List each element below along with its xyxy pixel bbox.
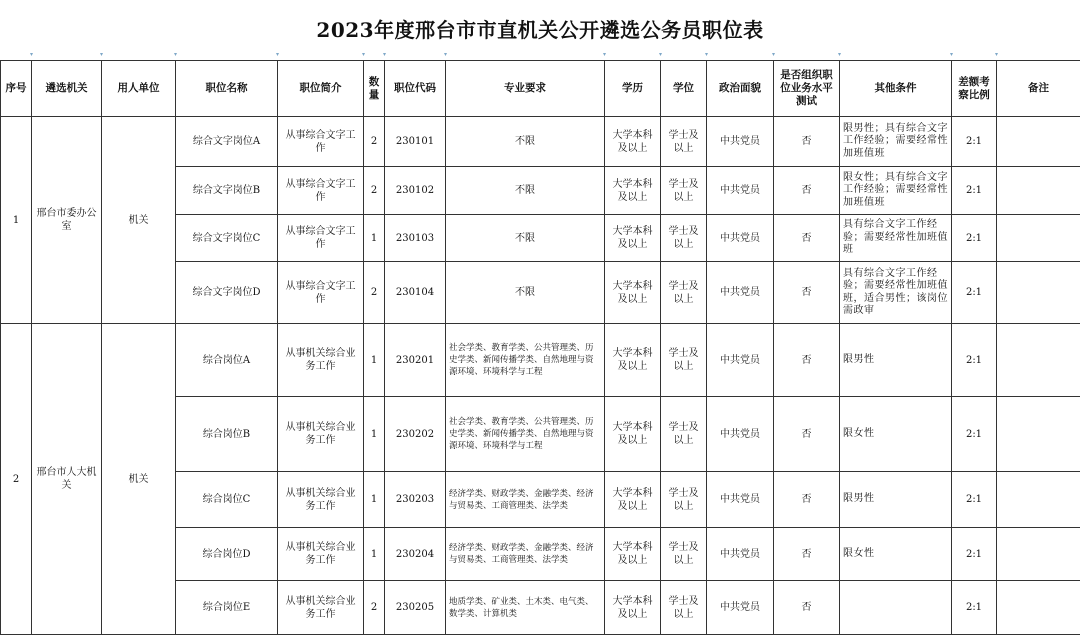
unit-cell: 机关 <box>102 324 176 635</box>
count-cell: 2 <box>364 262 385 324</box>
remark-cell <box>997 397 1080 472</box>
education-cell: 大学本科及以上 <box>605 472 661 528</box>
code-cell: 230202 <box>385 397 446 472</box>
ratio-cell: 2:1 <box>952 472 997 528</box>
political-cell: 中共党员 <box>707 581 774 635</box>
header-cell: 用人单位 <box>102 61 176 117</box>
count-cell: 2 <box>364 581 385 635</box>
test-cell: 否 <box>774 167 840 215</box>
remark-cell <box>997 167 1080 215</box>
table-row <box>1 117 1080 167</box>
header-cell: 职位名称 <box>176 61 278 117</box>
header-cell: 职位代码 <box>385 61 446 117</box>
position-intro-cell: 从事综合文字工作 <box>278 262 364 324</box>
test-cell: 否 <box>774 324 840 397</box>
political-cell: 中共党员 <box>707 528 774 581</box>
unit-cell: 机关 <box>102 117 176 324</box>
major-cell: 经济学类、财政学类、金融学类、经济与贸易类、工商管理类、法学类 <box>446 472 605 528</box>
major-cell: 社会学类、教育学类、公共管理类、历史学类、新闻传播学类、自然地理与资源环境、环境科学与工程 <box>446 324 605 397</box>
degree-cell: 学士及以上 <box>661 472 707 528</box>
count-cell: 1 <box>364 472 385 528</box>
test-cell: 否 <box>774 117 840 167</box>
degree-cell: 学士及以上 <box>661 397 707 472</box>
condition-cell: 限女性 <box>840 528 952 581</box>
page-title: 2023年度邢台市市直机关公开遴选公务员职位表 <box>316 18 764 42</box>
remark-cell <box>997 262 1080 324</box>
code-cell: 230201 <box>385 324 446 397</box>
ratio-cell: 2:1 <box>952 262 997 324</box>
major-cell: 不限 <box>446 117 605 167</box>
position-name-cell: 综合文字岗位C <box>176 215 278 262</box>
count-cell: 1 <box>364 215 385 262</box>
code-cell: 230205 <box>385 581 446 635</box>
degree-cell: 学士及以上 <box>661 215 707 262</box>
degree-cell: 学士及以上 <box>661 117 707 167</box>
political-cell: 中共党员 <box>707 262 774 324</box>
education-cell: 大学本科及以上 <box>605 581 661 635</box>
position-name-cell: 综合岗位C <box>176 472 278 528</box>
header-cell: 差额考察比例 <box>952 61 997 117</box>
count-cell: 1 <box>364 324 385 397</box>
political-cell: 中共党员 <box>707 215 774 262</box>
major-cell: 不限 <box>446 215 605 262</box>
position-intro-cell: 从事机关综合业务工作 <box>278 324 364 397</box>
code-cell: 230104 <box>385 262 446 324</box>
ratio-cell: 2:1 <box>952 397 997 472</box>
count-cell: 2 <box>364 117 385 167</box>
test-cell: 否 <box>774 581 840 635</box>
education-cell: 大学本科及以上 <box>605 262 661 324</box>
education-cell: 大学本科及以上 <box>605 215 661 262</box>
test-cell: 否 <box>774 397 840 472</box>
major-cell: 不限 <box>446 262 605 324</box>
remark-cell <box>997 117 1080 167</box>
ratio-cell: 2:1 <box>952 117 997 167</box>
position-intro-cell: 从事机关综合业务工作 <box>278 472 364 528</box>
ratio-cell: 2:1 <box>952 528 997 581</box>
agency-cell: 邢台市人大机关 <box>32 324 102 635</box>
count-cell: 1 <box>364 528 385 581</box>
code-cell: 230203 <box>385 472 446 528</box>
degree-cell: 学士及以上 <box>661 262 707 324</box>
seq-cell: 1 <box>1 117 32 324</box>
condition-cell: 具有综合文字工作经验；需要经常性加班值班，适合男性；该岗位需政审 <box>840 262 952 324</box>
education-cell: 大学本科及以上 <box>605 397 661 472</box>
header-cell: 数量 <box>364 61 385 117</box>
agency-cell: 邢台市委办公室 <box>32 117 102 324</box>
position-table <box>0 60 1080 635</box>
remark-cell <box>997 528 1080 581</box>
political-cell: 中共党员 <box>707 167 774 215</box>
header-cell: 遴选机关 <box>32 61 102 117</box>
header-row <box>1 61 1080 117</box>
header-cell: 备注 <box>997 61 1080 117</box>
position-intro-cell: 从事综合文字工作 <box>278 167 364 215</box>
ratio-cell: 2:1 <box>952 324 997 397</box>
education-cell: 大学本科及以上 <box>605 117 661 167</box>
ratio-cell: 2:1 <box>952 167 997 215</box>
education-cell: 大学本科及以上 <box>605 167 661 215</box>
condition-cell <box>840 581 952 635</box>
header-cell: 政治面貌 <box>707 61 774 117</box>
major-cell: 地质学类、矿业类、土木类、电气类、数学类、计算机类 <box>446 581 605 635</box>
header-cell: 学位 <box>661 61 707 117</box>
header-cell: 职位简介 <box>278 61 364 117</box>
condition-cell: 限男性 <box>840 324 952 397</box>
remark-cell <box>997 215 1080 262</box>
degree-cell: 学士及以上 <box>661 167 707 215</box>
major-cell: 社会学类、教育学类、公共管理类、历史学类、新闻传播学类、自然地理与资源环境、环境科学与工程 <box>446 397 605 472</box>
position-name-cell: 综合岗位E <box>176 581 278 635</box>
header-cell: 专业要求 <box>446 61 605 117</box>
code-cell: 230101 <box>385 117 446 167</box>
degree-cell: 学士及以上 <box>661 528 707 581</box>
major-cell: 不限 <box>446 167 605 215</box>
condition-cell: 限女性；具有综合文字工作经验；需要经常性加班值班 <box>840 167 952 215</box>
condition-cell: 限女性 <box>840 397 952 472</box>
education-cell: 大学本科及以上 <box>605 528 661 581</box>
test-cell: 否 <box>774 262 840 324</box>
position-name-cell: 综合岗位A <box>176 324 278 397</box>
major-cell: 经济学类、财政学类、金融学类、经济与贸易类、工商管理类、法学类 <box>446 528 605 581</box>
position-name-cell: 综合岗位B <box>176 397 278 472</box>
condition-cell: 限男性；具有综合文字工作经验；需要经常性加班值班 <box>840 117 952 167</box>
political-cell: 中共党员 <box>707 324 774 397</box>
position-intro-cell: 从事综合文字工作 <box>278 215 364 262</box>
test-cell: 否 <box>774 215 840 262</box>
code-cell: 230103 <box>385 215 446 262</box>
political-cell: 中共党员 <box>707 472 774 528</box>
count-cell: 1 <box>364 397 385 472</box>
degree-cell: 学士及以上 <box>661 581 707 635</box>
column-guide-marks: ▾ ▾ ▾ ▾ ▾ ▾ ▾ ▾ ▾ ▾ ▾ ▾ ▾ ▾ <box>30 51 999 58</box>
condition-cell: 具有综合文字工作经验；需要经常性加班值班 <box>840 215 952 262</box>
position-intro-cell: 从事机关综合业务工作 <box>278 397 364 472</box>
political-cell: 中共党员 <box>707 117 774 167</box>
code-cell: 230204 <box>385 528 446 581</box>
position-intro-cell: 从事机关综合业务工作 <box>278 528 364 581</box>
test-cell: 否 <box>774 472 840 528</box>
remark-cell <box>997 581 1080 635</box>
remark-cell <box>997 472 1080 528</box>
degree-cell: 学士及以上 <box>661 324 707 397</box>
condition-cell: 限男性 <box>840 472 952 528</box>
table-row <box>1 324 1080 397</box>
test-cell: 否 <box>774 528 840 581</box>
education-cell: 大学本科及以上 <box>605 324 661 397</box>
header-cell: 学历 <box>605 61 661 117</box>
count-cell: 2 <box>364 167 385 215</box>
ratio-cell: 2:1 <box>952 215 997 262</box>
position-intro-cell: 从事机关综合业务工作 <box>278 581 364 635</box>
position-intro-cell: 从事综合文字工作 <box>278 117 364 167</box>
remark-cell <box>997 324 1080 397</box>
header-cell: 是否组织职位业务水平测试 <box>774 61 840 117</box>
position-name-cell: 综合文字岗位A <box>176 117 278 167</box>
code-cell: 230102 <box>385 167 446 215</box>
political-cell: 中共党员 <box>707 397 774 472</box>
position-name-cell: 综合岗位D <box>176 528 278 581</box>
position-name-cell: 综合文字岗位B <box>176 167 278 215</box>
header-cell: 其他条件 <box>840 61 952 117</box>
position-name-cell: 综合文字岗位D <box>176 262 278 324</box>
header-cell: 序号 <box>1 61 32 117</box>
ratio-cell: 2:1 <box>952 581 997 635</box>
seq-cell: 2 <box>1 324 32 635</box>
